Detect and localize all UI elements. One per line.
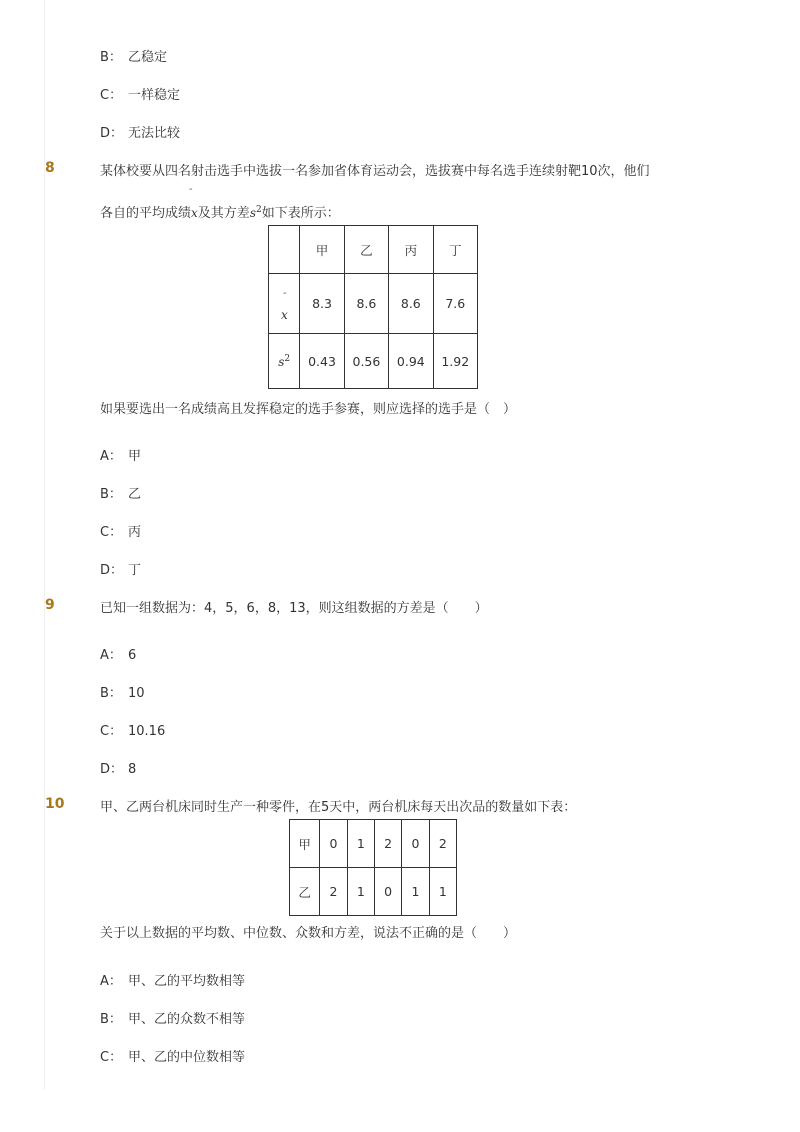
option-text: 6	[128, 648, 137, 663]
row-label-cell: 乙	[290, 868, 320, 916]
table-cell: 0	[402, 820, 429, 868]
option-text: 甲	[128, 449, 142, 464]
table-cell: 1	[429, 868, 456, 916]
table-cell: 7.6	[433, 274, 477, 334]
table-cell: 2	[375, 820, 402, 868]
option-letter: C：	[100, 88, 123, 103]
table-header-cell: 丙	[389, 226, 433, 274]
table-cell: 1	[347, 868, 374, 916]
q10-defect-table	[289, 819, 457, 916]
variance-base: s	[249, 206, 256, 220]
question-number-9: 9	[45, 597, 55, 613]
option-letter: A：	[100, 449, 122, 464]
q8-question: 如果要选出一名成绩高且发挥稳定的选手参赛，则应选择的选手是（ ）	[100, 402, 517, 417]
option-letter: D：	[100, 762, 124, 777]
table-cell: 2	[320, 868, 347, 916]
mean-symbol: x	[281, 308, 288, 322]
option-text: 10.16	[128, 724, 166, 739]
variance-base: s	[278, 354, 285, 369]
option-text: 一样稳定	[128, 88, 181, 103]
option-letter: C：	[100, 1050, 123, 1065]
table-cell: 8.3	[300, 274, 344, 334]
option-letter: B：	[100, 686, 122, 701]
option-c[interactable]	[100, 84, 180, 103]
option-c[interactable]	[100, 521, 141, 540]
option-letter: B：	[100, 1012, 122, 1027]
table-cell: 0.56	[344, 334, 388, 389]
table-header-row	[269, 226, 478, 274]
option-letter: B：	[100, 50, 122, 65]
table-row-a	[290, 820, 457, 868]
option-b[interactable]	[100, 682, 145, 701]
option-text: 10	[128, 686, 145, 701]
table-cell: 0.43	[300, 334, 344, 389]
variance-symbol	[278, 355, 290, 369]
table-header-cell: 甲	[300, 226, 344, 274]
option-text: 甲、乙的中位数相等	[128, 1050, 246, 1065]
table-cell: 0	[320, 820, 347, 868]
table-cell: 0.94	[389, 334, 433, 389]
option-c[interactable]	[100, 1046, 245, 1065]
table-row-mean	[269, 274, 478, 334]
option-b[interactable]	[100, 46, 167, 65]
question-number-8: 8	[45, 160, 55, 176]
variance-symbol	[250, 206, 262, 220]
mean-bar-mark: -	[283, 288, 287, 299]
option-b[interactable]	[100, 483, 141, 502]
q8-stem-line1: 某体校要从四名射击选手中选拔一名参加省体育运动会，选拔赛中每名选手连续射靶10次，他们	[100, 164, 650, 179]
q8-stem-part: 如下表所示：	[261, 206, 340, 221]
table-cell: 2	[429, 820, 456, 868]
question-number-10: 10	[45, 796, 65, 812]
q10-question: 关于以上数据的平均数、中位数、众数和方差，说法不正确的是（ ）	[100, 926, 517, 941]
option-a[interactable]	[100, 644, 136, 663]
option-text: 8	[128, 762, 137, 777]
table-row-b	[290, 868, 457, 916]
option-text: 丙	[128, 525, 142, 540]
option-a[interactable]	[100, 970, 245, 989]
variance-label-cell	[269, 334, 300, 389]
q8-stem-line2	[100, 202, 340, 221]
q8-stem-part: 及其方差	[197, 206, 250, 221]
option-letter: A：	[100, 974, 122, 989]
option-text: 乙	[128, 487, 142, 502]
option-letter: C：	[100, 525, 123, 540]
table-corner-cell	[269, 226, 300, 274]
option-letter: A：	[100, 648, 122, 663]
option-text: 甲、乙的平均数相等	[128, 974, 246, 989]
option-text: 甲、乙的众数不相等	[128, 1012, 246, 1027]
variance-exponent: 2	[284, 353, 291, 364]
table-cell: 1	[347, 820, 374, 868]
q9-stem: 已知一组数据为：4，5，6，8，13，则这组数据的方差是（ ）	[100, 601, 488, 616]
table-cell: 8.6	[344, 274, 388, 334]
option-b[interactable]	[100, 1008, 245, 1027]
option-text: 丁	[128, 563, 142, 578]
option-c[interactable]	[100, 720, 165, 739]
option-letter: C：	[100, 724, 123, 739]
option-letter: D：	[100, 126, 124, 141]
option-d[interactable]	[100, 122, 180, 141]
option-text: 无法比较	[128, 126, 181, 141]
q10-stem: 甲、乙两台机床同时生产一种零件，在5天中，两台机床每天出次品的数量如下表：	[100, 800, 577, 815]
variance-exponent: 2	[255, 205, 262, 215]
table-header-cell: 丁	[433, 226, 477, 274]
q8-stem-part: 各自的平均成绩	[100, 206, 192, 221]
table-row-variance	[269, 334, 478, 389]
table-cell: 1.92	[433, 334, 477, 389]
option-letter: B：	[100, 487, 122, 502]
mean-symbol: x	[191, 206, 198, 220]
table-cell: 1	[402, 868, 429, 916]
mean-label-cell	[269, 274, 300, 334]
row-label-cell: 甲	[290, 820, 320, 868]
mean-bar-mark: -	[189, 184, 193, 195]
option-d[interactable]	[100, 559, 141, 578]
table-cell: 0	[375, 868, 402, 916]
option-a[interactable]	[100, 445, 141, 464]
q8-score-table	[268, 225, 478, 389]
option-text: 乙稳定	[128, 50, 168, 65]
table-cell: 8.6	[389, 274, 433, 334]
option-d[interactable]	[100, 758, 136, 777]
option-letter: D：	[100, 563, 124, 578]
table-header-cell: 乙	[344, 226, 388, 274]
